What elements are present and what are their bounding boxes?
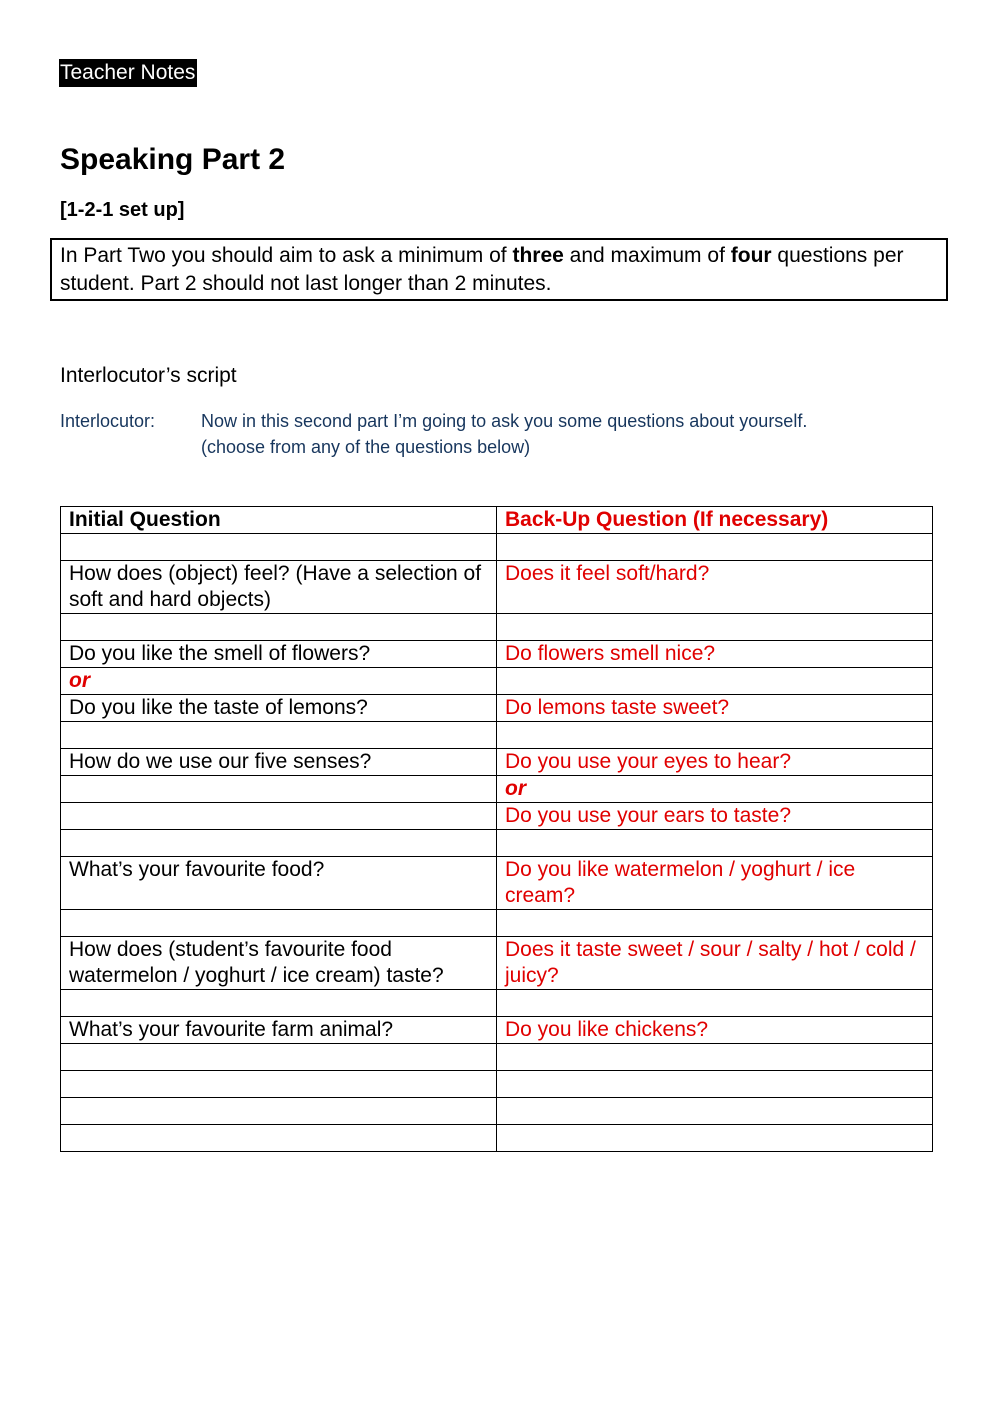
- backup-question-cell: Do you use your ears to taste?: [497, 803, 933, 830]
- initial-question-cell: What’s your favourite food?: [61, 857, 497, 910]
- backup-question-cell: Do you like watermelon / yoghurt / ice cream?: [497, 857, 933, 910]
- table-row: [61, 641, 933, 668]
- initial-question-cell: [61, 1044, 497, 1071]
- script-heading: Interlocutor’s script: [60, 364, 237, 387]
- initial-question-cell: [61, 1071, 497, 1098]
- table-row: [61, 534, 933, 561]
- initial-question-cell: [61, 803, 497, 830]
- backup-question-cell: [497, 1044, 933, 1071]
- backup-question-cell: [497, 668, 933, 695]
- table-row: [61, 561, 933, 614]
- table-row: [61, 668, 933, 695]
- backup-question-cell: Do flowers smell nice?: [497, 641, 933, 668]
- backup-question-cell: [497, 830, 933, 857]
- table-body: [61, 534, 933, 1152]
- initial-question-cell: [61, 776, 497, 803]
- interlocutor-text: [201, 408, 807, 460]
- backup-question-cell: Does it feel soft/hard?: [497, 561, 933, 614]
- backup-question-cell: [497, 910, 933, 937]
- initial-question-cell: [61, 722, 497, 749]
- table-row: [61, 776, 933, 803]
- backup-question-cell: [497, 1098, 933, 1125]
- info-text-2: and maximum of: [563, 244, 731, 267]
- table-row: [61, 937, 933, 990]
- table-row: [61, 695, 933, 722]
- info-text-1: In Part Two you should aim to ask a minimum of: [60, 244, 513, 267]
- info-text-3: questions per student. Part 2 should not last longer than 2 minutes.: [60, 244, 904, 295]
- initial-question-cell: [61, 534, 497, 561]
- table-row: [61, 990, 933, 1017]
- table-row: [61, 910, 933, 937]
- table-row: [61, 1098, 933, 1125]
- interlocutor-line-1: Now in this second part I’m going to ask you some questions about yourself.: [201, 411, 808, 431]
- initial-question-cell: Do you like the taste of lemons?: [61, 695, 497, 722]
- info-box: [50, 238, 948, 301]
- info-bold-four: four: [730, 244, 772, 267]
- backup-question-cell: [497, 990, 933, 1017]
- questions-table: [60, 506, 933, 1152]
- initial-question-cell: [61, 910, 497, 937]
- interlocutor-label: Interlocutor:: [60, 411, 156, 431]
- backup-question-cell: [497, 534, 933, 561]
- teacher-notes-badge: Teacher Notes: [59, 59, 197, 87]
- backup-question-cell: [497, 1071, 933, 1098]
- table-row: [61, 830, 933, 857]
- table-row: [61, 614, 933, 641]
- backup-question-cell: Do you like chickens?: [497, 1017, 933, 1044]
- header-backup-question: Back-Up Question (If necessary): [497, 507, 933, 534]
- initial-question-cell: Do you like the smell of flowers?: [61, 641, 497, 668]
- setup-label: [1-2-1 set up]: [60, 199, 185, 221]
- table-row: [61, 749, 933, 776]
- initial-question-cell: [61, 830, 497, 857]
- initial-question-cell: How does (student’s favourite food watermelon / yoghurt / ice cream) taste?: [61, 937, 497, 990]
- initial-question-cell: [61, 990, 497, 1017]
- page-title: Speaking Part 2: [60, 143, 286, 176]
- backup-question-cell: or: [497, 776, 933, 803]
- initial-question-cell: [61, 1098, 497, 1125]
- initial-question-cell: How does (object) feel? (Have a selection of soft and hard objects): [61, 561, 497, 614]
- table-row: [61, 1125, 933, 1152]
- interlocutor-line-2: (choose from any of the questions below): [201, 437, 531, 457]
- initial-question-cell: [61, 614, 497, 641]
- backup-question-cell: Do lemons taste sweet?: [497, 695, 933, 722]
- backup-question-cell: [497, 1125, 933, 1152]
- table-row: [61, 722, 933, 749]
- initial-question-cell: or: [61, 668, 497, 695]
- table-row: [61, 857, 933, 910]
- backup-question-cell: [497, 722, 933, 749]
- table-row: [61, 1044, 933, 1071]
- table-row: [61, 1071, 933, 1098]
- backup-question-cell: Do you use your eyes to hear?: [497, 749, 933, 776]
- backup-question-cell: [497, 614, 933, 641]
- table-row: [61, 1017, 933, 1044]
- initial-question-cell: What’s your favourite farm animal?: [61, 1017, 497, 1044]
- backup-question-cell: Does it taste sweet / sour / salty / hot / cold / juicy?: [497, 937, 933, 990]
- info-bold-three: three: [512, 244, 564, 267]
- table-row: [61, 803, 933, 830]
- initial-question-cell: [61, 1125, 497, 1152]
- initial-question-cell: How do we use our five senses?: [61, 749, 497, 776]
- header-initial-question: Initial Question: [61, 507, 497, 534]
- table-header-row: [61, 507, 933, 534]
